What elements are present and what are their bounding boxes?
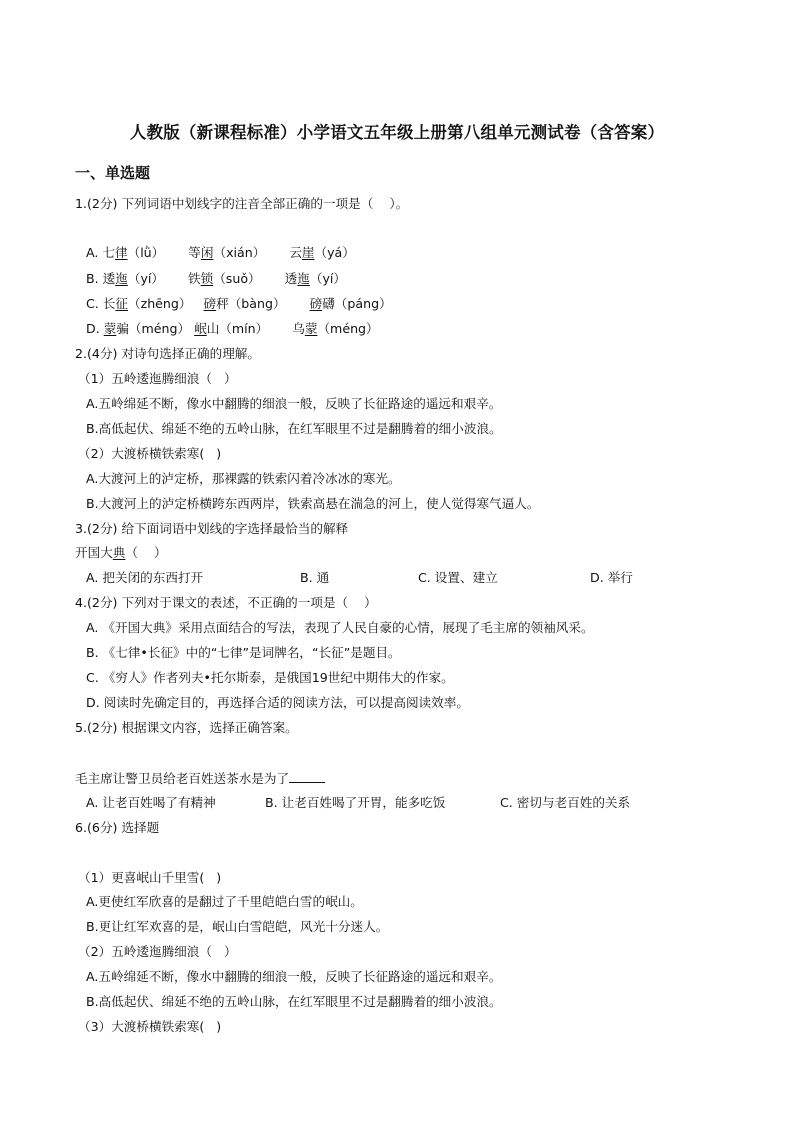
q1-option-a: A. 七律（lǜ） 等闲（xián） 云崖（yá） [86,245,355,260]
page-title: 人教版（新课程标准）小学语文五年级上册第八组单元测试卷（含答案） [129,123,665,142]
q2-sub2-option-b: B.大渡河上的泸定桥横跨东西两岸，铁索高悬在湍急的河上，使人觉得寒气逼人。 [86,496,540,511]
q4-option-b: B. 《七律•长征》中的“七律”是词牌名，“长征”是题目。 [86,645,401,660]
q4-option-c: C. 《穷人》作者列夫•托尔斯泰，是俄国19世纪中期伟大的作家。 [86,670,454,685]
q6-sub1: （1）更喜岷山千里雪( ) [78,870,222,885]
q6-sub3: （3）大渡桥横铁索寒( ) [78,1019,222,1034]
q3-option-b: B. 通 [300,570,330,585]
q1-option-d: D. 蒙骗（méng） 岷山（mín） 乌蒙（méng） [86,321,379,336]
q1-stem: 1.(2分) 下列词语中划线字的注音全部正确的一项是（ ）。 [75,196,409,211]
q4-option-a: A. 《开国大典》采用点面结合的写法，表现了人民自豪的心情，展现了毛主席的领袖风采。 [86,620,594,635]
q1-option-c: C. 长征（zhēng） 磅秤（bàng） 磅礴（páng） [86,296,392,311]
q2-sub1: （1）五岭逶迤腾细浪（ ） [78,371,237,386]
q4-option-d: D. 阅读时先确定目的，再选择合适的阅读方法，可以提高阅读效率。 [86,695,469,710]
q4-stem: 4.(2分) 下列对于课文的表述，不正确的一项是（ ） [75,595,377,610]
q3-option-c: C. 设置、建立 [418,570,498,585]
answer-blank [289,770,325,783]
q5-option-c: C. 密切与老百姓的关系 [500,795,631,810]
q2-sub1-option-a: A.五岭绵延不断，像水中翻腾的细浪一般，反映了长征路途的遥远和艰辛。 [86,396,502,411]
section-heading: 一、单选题 [75,164,151,182]
q5-option-b: B. 让老百姓喝了开胃，能多吃饭 [265,795,446,810]
q5-question: 毛主席让警卫员给老百姓送茶水是为了 [75,770,325,787]
q6-sub2-option-b: B.高低起伏、绵延不绝的五岭山脉，在红军眼里不过是翻腾着的细小波浪。 [86,994,502,1009]
q6-sub2: （2）五岭逶迤腾细浪（ ） [78,944,237,959]
q6-stem: 6.(6分) 选择题 [75,820,160,835]
q5-stem: 5.(2分) 根据课文内容，选择正确答案。 [75,720,298,735]
q3-word: 开国大典（ ） [75,545,167,560]
q1-option-b: B. 逶迤（yí） 铁锁（suǒ） 透迤（yí） [86,271,346,286]
q3-stem: 3.(2分) 给下面词语中划线的字选择最恰当的解释 [75,521,349,536]
q2-sub2: （2）大渡桥横铁索寒( ) [78,446,222,461]
q3-option-d: D. 举行 [590,570,633,585]
q6-sub1-option-a: A.更使红军欣喜的是翻过了千里皑皑白雪的岷山。 [86,894,363,909]
q5-option-a: A. 让老百姓喝了有精神 [86,795,216,810]
q2-sub1-option-b: B.高低起伏、绵延不绝的五岭山脉，在红军眼里不过是翻腾着的细小波浪。 [86,421,502,436]
q3-option-a: A. 把关闭的东西打开 [86,570,204,585]
q2-sub2-option-a: A.大渡河上的泸定桥，那裸露的铁索闪着冷冰冰的寒光。 [86,471,401,486]
q2-stem: 2.(4分) 对诗句选择正确的理解。 [75,346,260,361]
q6-sub1-option-b: B.更让红军欢喜的是，岷山白雪皑皑，风光十分迷人。 [86,919,389,934]
q6-sub2-option-a: A.五岭绵延不断，像水中翻腾的细浪一般，反映了长征路途的遥远和艰辛。 [86,969,502,984]
